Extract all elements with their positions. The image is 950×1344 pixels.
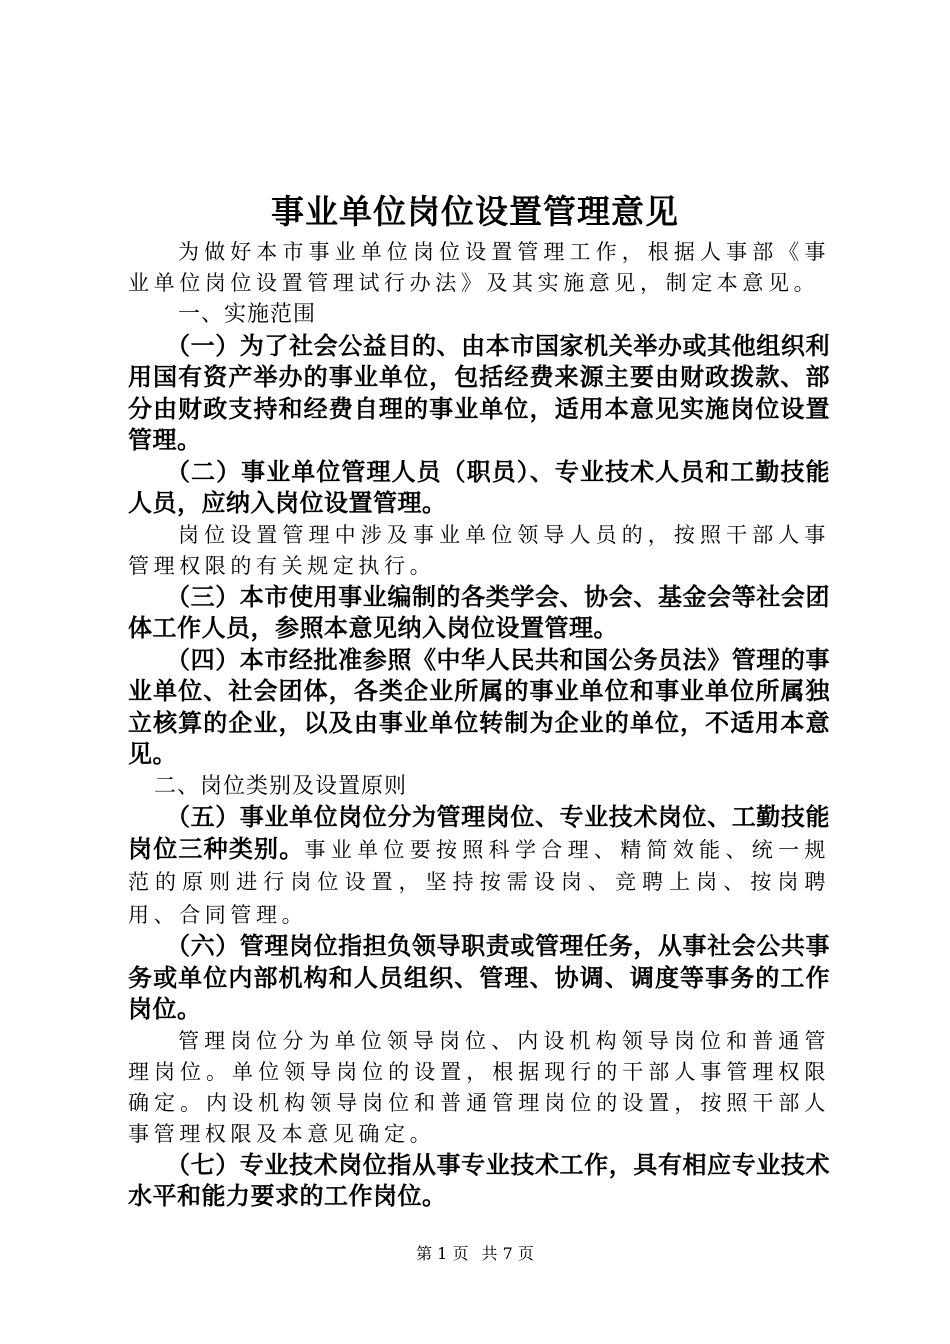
clause-4: （四）本市经批准参照《中华人民共和国公务员法》管理的事业单位、社会团体，各类企业所属的事业单位和事业单位所属独立核算的企业，以及由事业单位转制为企业的单位，不适用本意见。 — [128, 645, 830, 768]
page-footer — [0, 1241, 950, 1264]
intro-paragraph: 为做好本市事业单位岗位设置管理工作，根据人事部《事业单位岗位设置管理试行办法》及其实施意见，制定本意见。 — [128, 240, 830, 295]
document-title: 事业单位岗位设置管理意见 — [271, 192, 679, 231]
clause-5-body: 事业单位要按照科学合理、精简效能、统一规范的原则进行岗位设置，坚持按需设岗、竞聘上岗、按岗聘用、合同管理。 — [128, 837, 831, 927]
clause-2: （二）事业单位管理人员（职员）、专业技术人员和工勤技能人员，应纳入岗位设置管理。 — [128, 457, 830, 517]
clause-6: （六）管理岗位指担负领导职责或管理任务，从事社会公共事务或单位内部机构和人员组织、管理、协调、调度等事务的工作岗位。 — [128, 932, 830, 1023]
clause-1: （一）为了社会公益目的、由本市国家机关举办或其他组织利用国有资产举办的事业单位，包括经费来源主要由财政拨款、部分由财政支持和经费自理的事业单位，适用本意见实施岗位设置管理。 — [128, 331, 830, 454]
section-heading-1: 一、实施范围 — [178, 302, 317, 327]
page-total: 共 7 页 — [481, 1244, 534, 1263]
section-heading-2: 二、岗位类别及设置原则 — [154, 773, 408, 799]
clause-5 — [128, 802, 830, 931]
clause-5-lead: （五）事业单位岗位分为管理岗位、专业技术岗位、工勤技能岗位三种类别。 — [128, 803, 830, 863]
clause-6-note: 管理岗位分为单位领导岗位、内设机构领导岗位和普通管理岗位。单位领导岗位的设置，根据现行的干部人事管理权限确定。内设机构领导岗位和普通管理岗位的设置，按照干部人事管理权限及本意见确定。 — [128, 1028, 830, 1146]
document-body — [128, 237, 830, 1213]
clause-2-note: 岗位设置管理中涉及事业单位领导人员的，按照干部人事管理权限的有关规定执行。 — [128, 522, 830, 578]
clause-7: （七）专业技术岗位指从事专业技术工作，具有相应专业技术水平和能力要求的工作岗位。 — [128, 1150, 830, 1210]
page-number: 第 1 页 — [416, 1244, 469, 1263]
clause-3: （三）本市使用事业编制的各类学会、协会、基金会等社会团体工作人员，参照本意见纳入岗位设置管理。 — [128, 582, 830, 642]
